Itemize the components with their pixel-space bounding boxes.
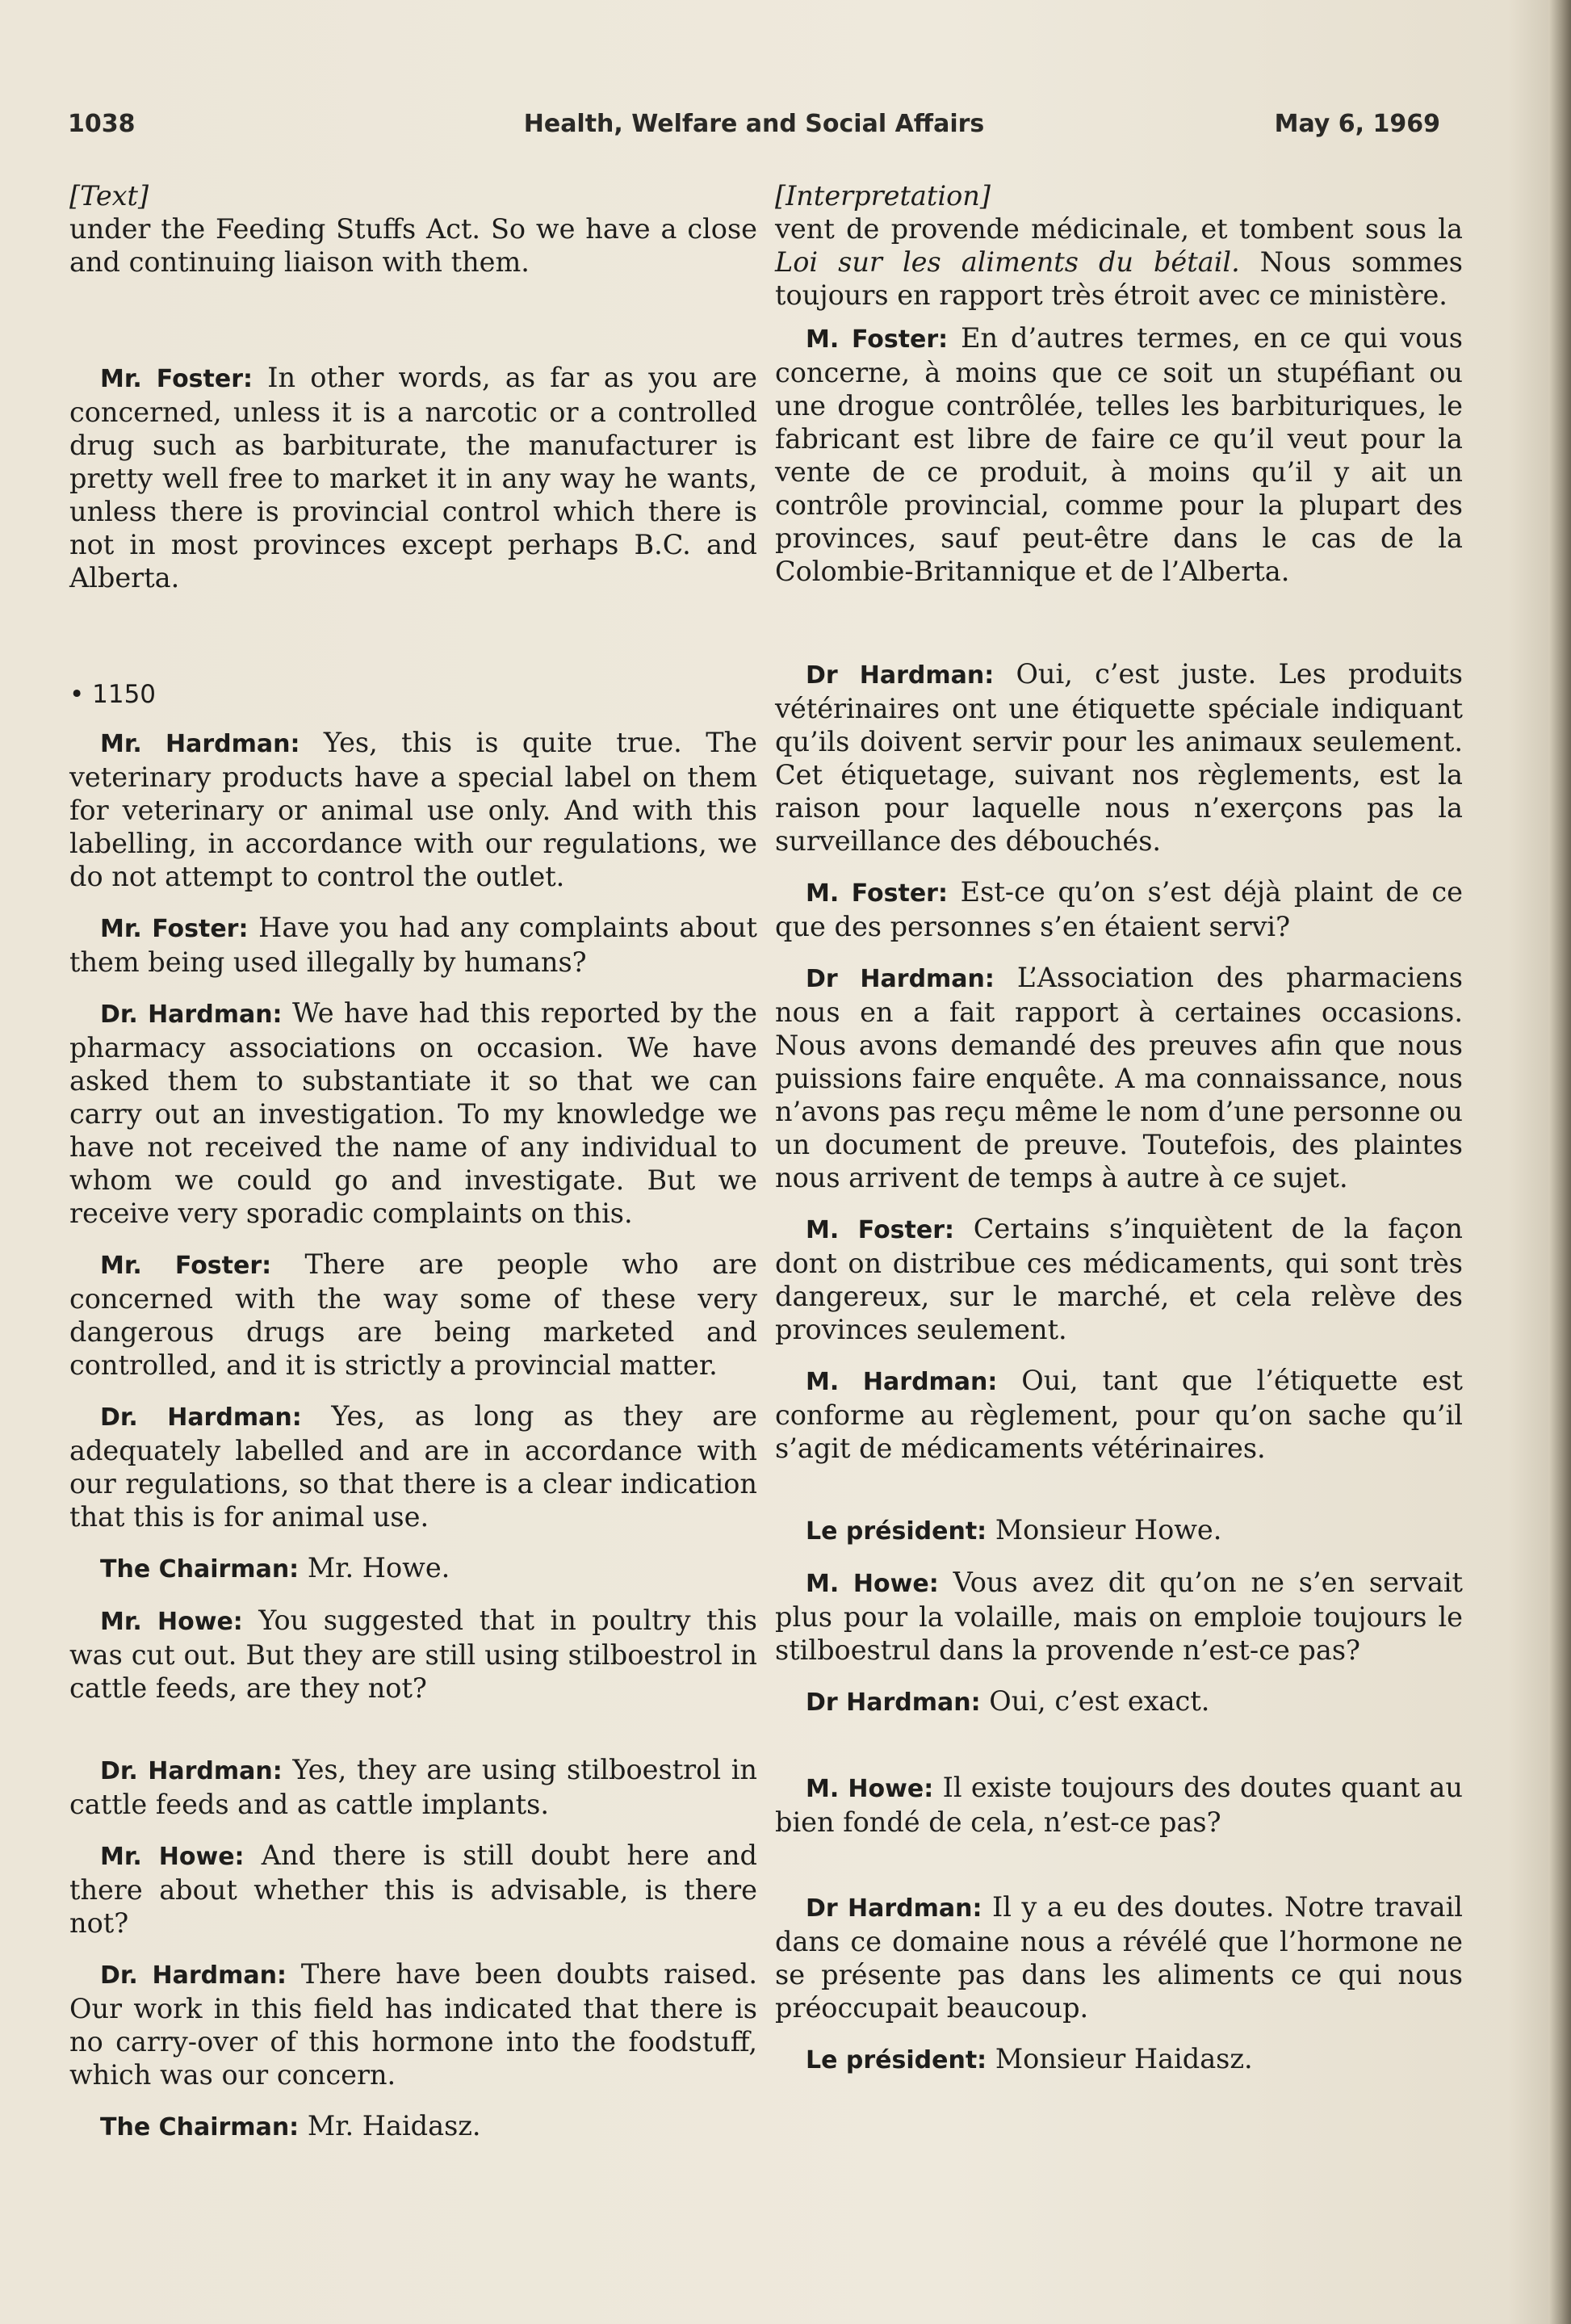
- paragraph-continuation: under the Feeding Stuffs Act. So we have a close and continuing liaison with them.: [69, 213, 757, 278]
- paragraph-hardman-2: Dr. Hardman: We have had this reported by the pharmacy associations on occasion. We have asked them to substantiate it so that we can carry out an investigation. To my knowledge we have not received the name of any individual to whom we could go and investigate. But we receive very sporadic complaints on this.: [69, 997, 757, 1229]
- speaker: Dr Hardman:: [806, 1688, 981, 1717]
- time-marker: • 1150: [69, 680, 157, 709]
- speaker: Le président:: [806, 2046, 987, 2074]
- speaker: The Chairman:: [100, 2113, 300, 2142]
- paragraph-hardman-4: Dr Hardman: Oui, c’est exact.: [806, 1685, 1210, 1717]
- speaker: Dr. Hardman:: [100, 1403, 302, 1432]
- publication-title: Health, Welfare and Social Affairs: [523, 110, 985, 138]
- speaker: Mr. Foster:: [100, 365, 253, 393]
- speaker: M. Howe:: [806, 1775, 934, 1803]
- speaker: The Chairman:: [100, 1555, 300, 1584]
- speaker: Mr. Foster:: [100, 915, 249, 943]
- english-column: [69, 179, 757, 2144]
- interpretation-label: [Interpretation]: [775, 180, 991, 212]
- speaker: Le président:: [806, 1517, 987, 1546]
- running-header: [68, 110, 1440, 147]
- paragraph-howe-1: Mr. Howe: You suggested that in poultry this was cut out. But they are still using stilboestrol in cattle feeds, are they not?: [69, 1605, 757, 1704]
- paragraph-foster-2: M. Foster: Est-ce qu’on s’est déjà plaint de ce que des personnes s’en étaient servi?: [775, 876, 1463, 942]
- paragraph-chairman-1: Le président: Monsieur Howe.: [806, 1514, 1222, 1546]
- text-label: [Text]: [69, 180, 149, 212]
- paragraph-hardman-2: Dr Hardman: L’Association des pharmaciens nous en a fait rapport à certaines occasions. Nous avons demandé des preuves afin que nous puissions faire enquête. A ma connaissance, nous n’avons pas reçu même le nom d’une personne ou un document de preuve. Toutefois, des plaintes nous arrivent de temps à autre à ce sujet.: [775, 962, 1464, 1193]
- paragraph-chairman-2: The Chairman: Mr. Haidasz.: [100, 2110, 481, 2142]
- paragraph-hardman-4: Dr. Hardman: Yes, they are using stilboestrol in cattle feeds and as cattle implants.: [69, 1754, 757, 1820]
- paragraph-foster-2: Mr. Foster: Have you had any complaints about them being used illegally by humans?: [69, 912, 758, 978]
- speaker: Dr. Hardman:: [100, 1961, 287, 1990]
- session-date: May 6, 1969: [1274, 110, 1440, 138]
- paragraph-foster-1: Mr. Foster: In other words, as far as you are concerned, unless it is a narcotic or a controlled drug such as barbiturate, the manufacturer is pretty well free to market it in any way he wants, unless there is provincial control which there is not in most provinces except perhaps B.C. and Alberta.: [69, 362, 758, 594]
- paragraph-foster-1: M. Foster: En d’autres termes, en ce qui vous concerne, à moins que ce soit un stupéfiant ou une drogue contrôlée, telles les barbituriques, le fabricant est libre de faire ce qu’il veut pour la vente de ce produit, à moins qu’il y ait un contrôle provincial, comme pour la plupart des provinces, sauf peut-être dans le cas de la Colombie-Britannique et de l’Alberta.: [775, 322, 1464, 587]
- speaker: Dr. Hardman:: [100, 1757, 283, 1785]
- paragraph-howe-2: Mr. Howe: And there is still doubt here and there about whether this is advisable, is there not?: [69, 1839, 757, 1939]
- speaker: M. Hardman:: [806, 1368, 998, 1396]
- paragraph-howe-2: M. Howe: Il existe toujours des doutes quant au bien fondé de cela, n’est-ce pas?: [775, 1772, 1463, 1838]
- paragraph-howe-1: M. Howe: Vous avez dit qu’on ne s’en servait plus pour la volaille, mais on emploie toujours le stilboestrul dans la provende n’est-ce pas?: [775, 1567, 1463, 1666]
- speaker: M. Howe:: [806, 1570, 939, 1598]
- paragraph-hardman-3: Dr. Hardman: Yes, as long as they are adequately labelled and are in accordance with our regulations, so that there is a clear indication that this is for animal use.: [69, 1400, 757, 1533]
- paragraph-continuation: vent de provende médicinale, et tombent sous la Loi sur les aliments du bétail. Nous sommes toujours en rapport très étroit avec ce ministère.: [775, 213, 1463, 311]
- paragraph-hardman-1: Dr Hardman: Oui, c’est juste. Les produits vétérinaires ont une étiquette spéciale indiquant qu’ils doivent servir pour les animaux seulement. Cet étiquetage, suivant nos règlements, est la raison pour laquelle nous n’exerçons pas la surveillance des débouchés.: [775, 658, 1463, 857]
- book-binding-shadow: [1548, 0, 1571, 2324]
- paragraph-foster-3: M. Foster: Certains s’inquiètent de la façon dont on distribue ces médicaments, qui sont très dangereux, sur le marché, et cela relève des provinces seulement.: [775, 1213, 1463, 1345]
- speaker: M. Foster:: [806, 879, 948, 908]
- speaker: M. Foster:: [806, 325, 949, 354]
- paragraph-hardman-5: Dr Hardman: Il y a eu des doutes. Notre travail dans ce domaine nous a révélé que l’hormone ne se présente pas dans les aliments ce qui nous préoccupait beaucoup.: [775, 1891, 1463, 2024]
- speaker: Dr. Hardman:: [100, 1000, 283, 1029]
- speaker: Mr. Hardman:: [100, 730, 300, 758]
- speaker: Mr. Foster:: [100, 1252, 272, 1280]
- act-title: Loi sur les aliments du bétail.: [775, 246, 1240, 278]
- speaker: Dr Hardman:: [806, 965, 995, 993]
- paragraph-chairman-1: The Chairman: Mr. Howe.: [100, 1552, 450, 1584]
- speaker: Dr Hardman:: [806, 1894, 982, 1923]
- paragraph-hardman-1: Mr. Hardman: Yes, this is quite true. The veterinary products have a special label on them for veterinary or animal use only. And with this labelling, in accordance with our regulations, we do not attempt to control the outlet.: [69, 727, 757, 892]
- page-number: 1038: [68, 110, 136, 138]
- french-column: [775, 179, 1463, 2077]
- paragraph-chairman-2: Le président: Monsieur Haidasz.: [806, 2043, 1253, 2074]
- paragraph-hardman-5: Dr. Hardman: There have been doubts raised. Our work in this field has indicated that there is no carry-over of this hormone into the foodstuff, which was our concern.: [69, 1958, 757, 2091]
- speaker: Mr. Howe:: [100, 1608, 243, 1636]
- speaker: M. Foster:: [806, 1216, 955, 1244]
- speaker: Dr Hardman:: [806, 661, 995, 690]
- paragraph-hardman-3: M. Hardman: Oui, tant que l’étiquette est conforme au règlement, pour qu’on sache qu’il s’agit de médicaments vétérinaires.: [775, 1365, 1463, 1464]
- speaker: Mr. Howe:: [100, 1843, 245, 1871]
- paragraph-foster-3: Mr. Foster: There are people who are concerned with the way some of these very dangerous drugs are being marketed and controlled, and it is strictly a provincial matter.: [69, 1248, 757, 1381]
